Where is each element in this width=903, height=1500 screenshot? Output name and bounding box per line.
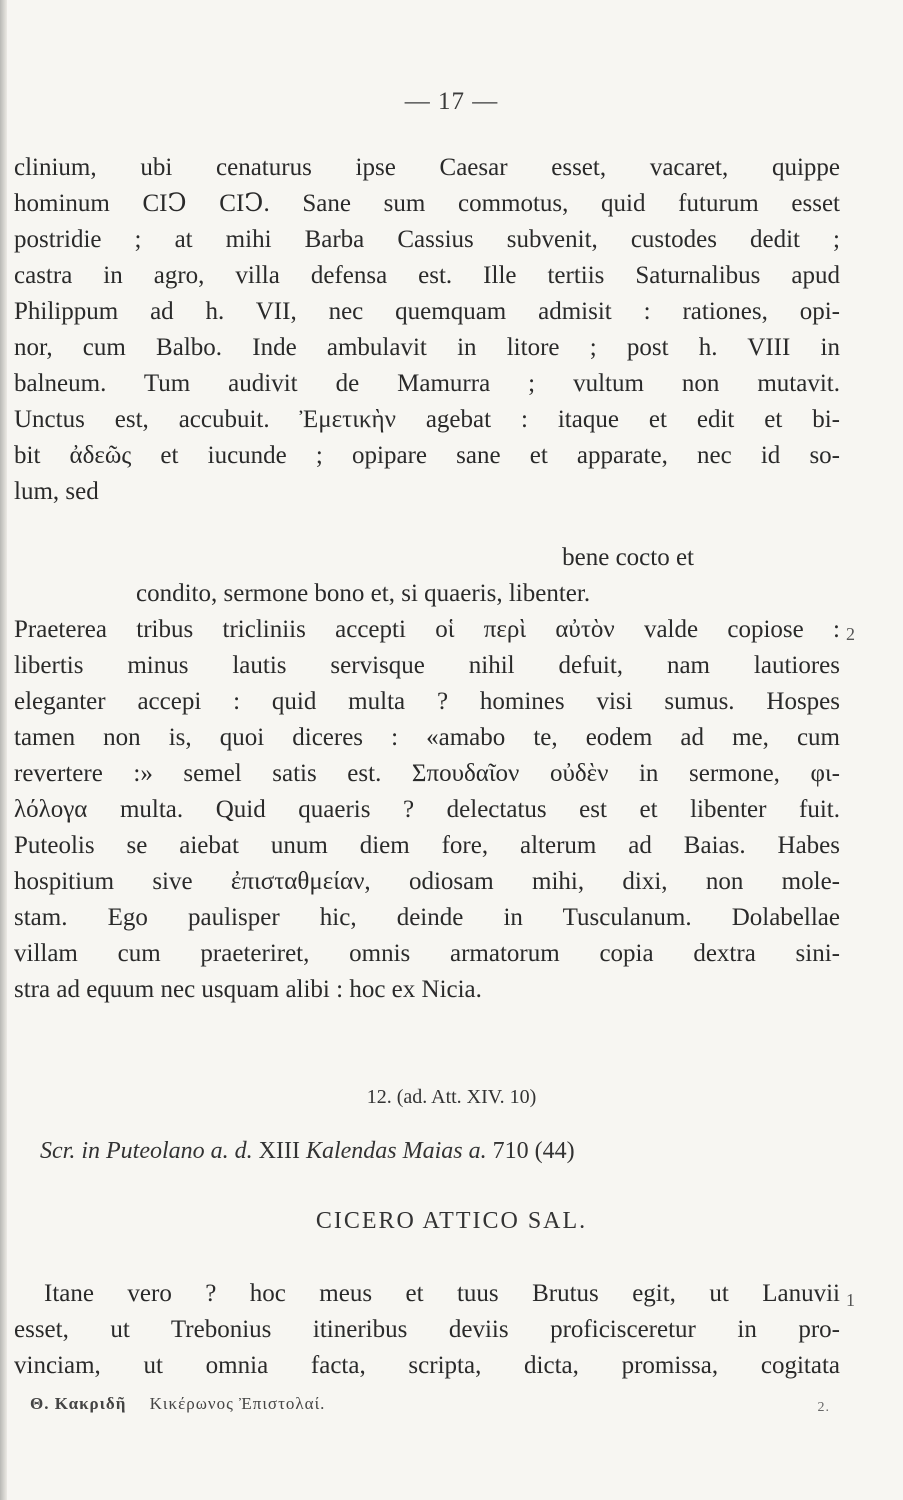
text-line: revertere :» semel satis est. Σπουδαῖον οὐδὲν in sermone, φι-	[14, 760, 840, 787]
footer-title: Κικέρωνος Ἐπιστολαί.	[149, 1394, 326, 1413]
letter-12-body	[14, 1276, 840, 1384]
salutation: CICERO ATTICO SAL.	[315, 1208, 588, 1234]
text-line: λόλογα multa. Quid quaeris ? delectatus est et libenter fuit.	[14, 796, 840, 823]
dateline-numeral: XIII	[258, 1138, 300, 1164]
page-number: — 17 —	[404, 88, 499, 115]
text-line: villam cum praeteriret, omnis armatorum copia dextra sini-	[14, 940, 840, 967]
text-line: tamen non is, quoi diceres : «amabo te, eodem ad me, cum	[14, 724, 840, 751]
text-line: libertis minus lautis servisque nihil defuit, nam lautiores	[14, 652, 840, 679]
text-line: castra in agro, villa defensa est. Ille tertiis Saturnalibus apud	[14, 262, 840, 289]
text-line: stam. Ego paulisper hic, deinde in Tusculanum. Dolabellae	[14, 904, 840, 931]
letter-number: 12. (ad. Att. XIV. 10)	[366, 1086, 537, 1108]
page-binding-edge	[0, 0, 7, 1500]
text-line: bit ἀδεῶς et iucunde ; opipare sane et apparate, nec id so-	[14, 442, 840, 469]
text-line: hominum CIↃ CIↃ. Sane sum commotus, quid futurum esset	[14, 190, 840, 217]
text-line: clinium, ubi cenaturus ipse Caesar esset, vacaret, quippe	[14, 154, 840, 181]
text-line: esset, ut Trebonius itineribus deviis proficisceretur in pro-	[14, 1316, 840, 1343]
footer-signature: Θ. Κακριδῆ	[30, 1394, 127, 1413]
text-line: postridie ; at mihi Barba Cassius subvenit, custodes dedit ;	[14, 226, 840, 253]
verse-line: bene cocto et	[562, 544, 694, 571]
dateline-year: 710 (44)	[492, 1138, 575, 1164]
text-line: stra ad equum nec usquam alibi : hoc ex Nicia.	[14, 976, 482, 1003]
text-line: Philippum ad h. VII, nec quemquam admisit : rationes, opi-	[14, 298, 840, 325]
dateline	[40, 1138, 820, 1165]
text-line: Unctus est, accubuit. Ἐμετικὴν agebat : itaque et edit et bi-	[14, 406, 840, 433]
verse-line: condito, sermone bono et, si quaeris, libenter.	[136, 580, 591, 607]
text-line: vinciam, ut omnia facta, scripta, dicta, promissa, cogitata	[14, 1352, 840, 1379]
dateline-middle: Kalendas Maias a.	[305, 1138, 487, 1164]
sheet-number: 2.	[817, 1400, 830, 1415]
text-line: eleganter accepi : quid multa ? homines visi sumus. Hospes	[14, 688, 840, 715]
dateline-prefix: Scr. in Puteolano a. d.	[40, 1138, 253, 1164]
text-line: nor, cum Balbo. Inde ambulavit in litore ; post h. VIII in	[14, 334, 840, 361]
letter-11-body	[14, 150, 840, 1008]
page-footer	[30, 1394, 830, 1414]
spacer	[14, 510, 840, 540]
margin-number: 1	[846, 1290, 855, 1310]
text-line: balneum. Tum audivit de Mamurra ; vultum non mutavit.	[14, 370, 840, 397]
text-line: Puteolis se aiebat unum diem fore, alterum ad Baias. Habes	[14, 832, 840, 859]
text-line: lum, sed	[14, 478, 99, 505]
text-line: Itane vero ? hoc meus et tuus Brutus egit, ut Lanuvii	[44, 1280, 840, 1307]
text-line: hospitium sive ἐπισταθμείαν, odiosam mihi, dixi, non mole-	[14, 868, 840, 895]
text-line: Praeterea tribus tricliniis accepti οἱ περὶ αὐτὸν valde copiose :	[14, 616, 840, 643]
margin-number: 2	[846, 624, 855, 644]
